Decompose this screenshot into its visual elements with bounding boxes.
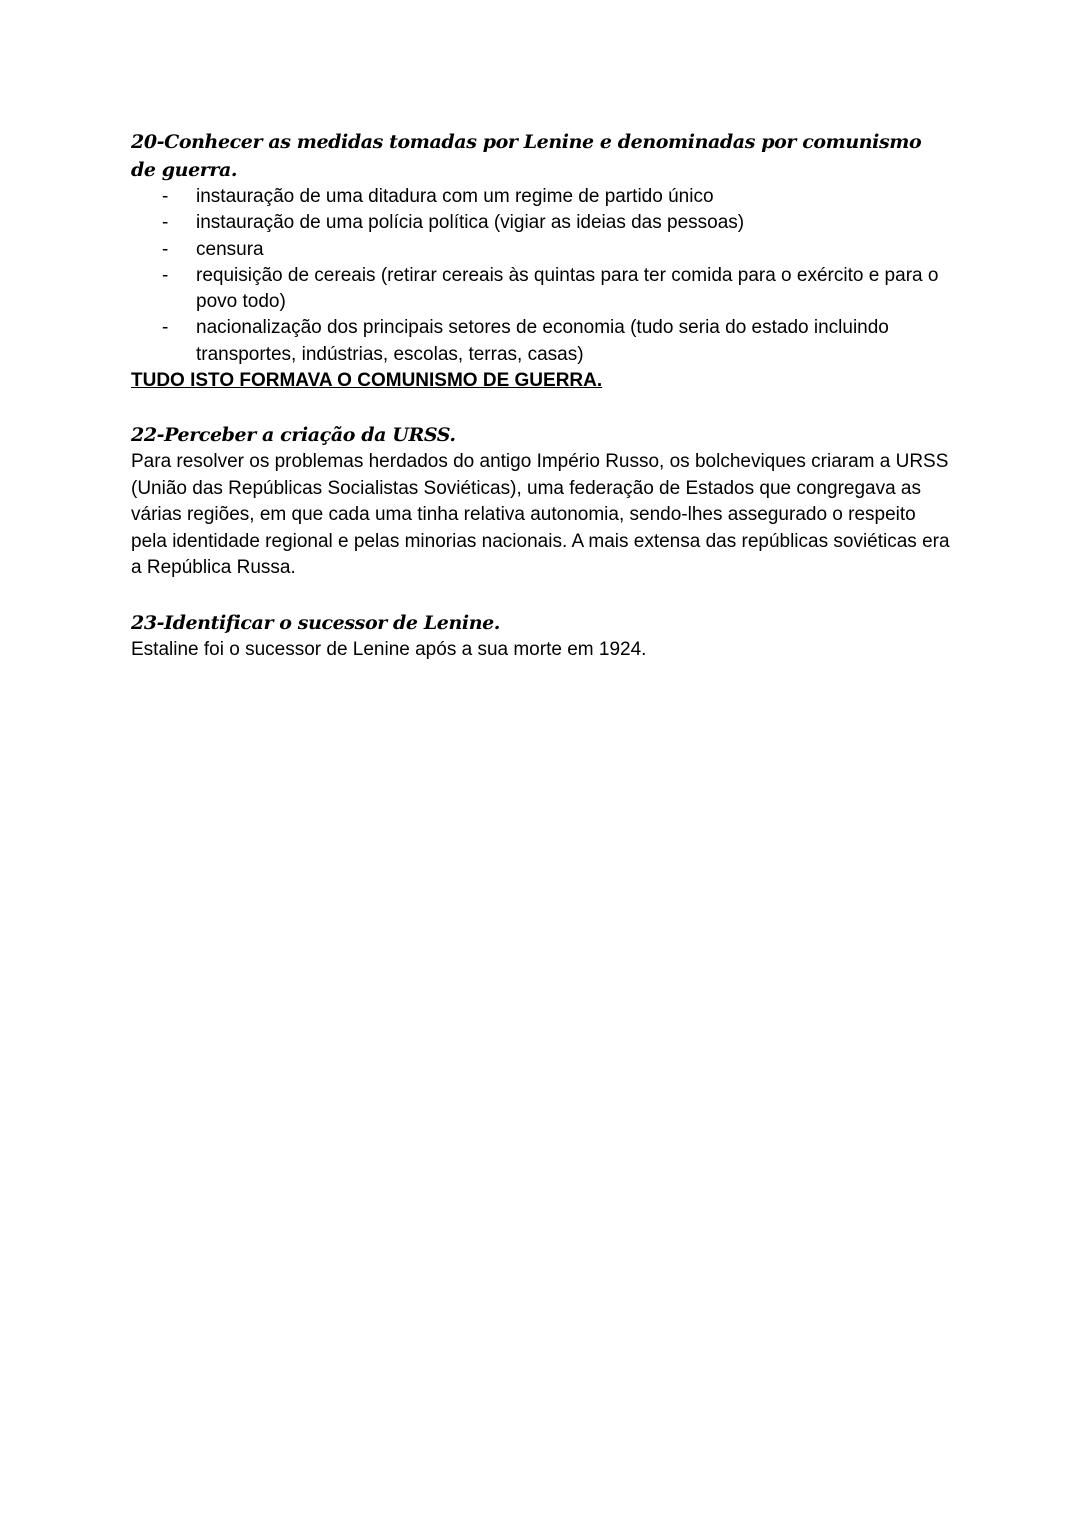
section-22-ussr-creation: [131, 421, 951, 582]
dash-bullet-icon: -: [162, 264, 169, 286]
list-item: - censura: [131, 237, 951, 263]
spacer: [131, 582, 951, 609]
spacer: [131, 394, 951, 421]
dash-bullet-icon: -: [162, 317, 169, 339]
list-item: - requisição de cereais (retirar cereais às quintas para ter comida para o exército e para o povo todo): [162, 264, 939, 313]
list-item: - nacionalização dos principais setores de economia (tudo seria do estado incluindo transportes, indústrias, escolas, terras, casas): [162, 317, 889, 365]
dash-bullet-icon: -: [162, 212, 169, 234]
summary-statement: TUDO ISTO FORMAVA O COMUNISMO DE GUERRA.: [131, 370, 603, 392]
dash-bullet-icon: -: [162, 186, 169, 207]
section-heading: 23-Identificar o sucessor de Lenine.: [131, 611, 501, 634]
section-20-war-communism: [131, 128, 951, 394]
section-23-lenin-successor: [131, 609, 951, 664]
section-paragraph: Para resolver os problemas herdados do antigo Império Russo, os bolcheviques criaram a URSS (União das Repúblicas Socialistas Soviéticas), uma federação de Estados que congregava as várias regiões, em que cada uma tinha relativa autonomia, sendo-lhes assegurado o respeito pela identidade regional e pelas minorias nacionais. A mais extensa das repúblicas soviéticas era a República Russa.: [131, 451, 950, 579]
dash-bullet-icon: -: [162, 238, 169, 260]
list-item: - instauração de uma ditadura com um regime de partido único: [131, 184, 951, 210]
list-item: - instauração de uma polícia política (vigiar as ideias das pessoas): [131, 210, 951, 236]
section-heading: 22-Perceber a criação da URSS.: [131, 424, 456, 447]
section-heading: 20-Conhecer as medidas tomadas por Lenine e denominadas por comunismo de guerra.: [131, 131, 922, 181]
measures-list: [131, 184, 951, 368]
document-page: [131, 128, 951, 663]
section-paragraph: Estaline foi o sucessor de Lenine após a sua morte em 1924.: [131, 638, 647, 660]
